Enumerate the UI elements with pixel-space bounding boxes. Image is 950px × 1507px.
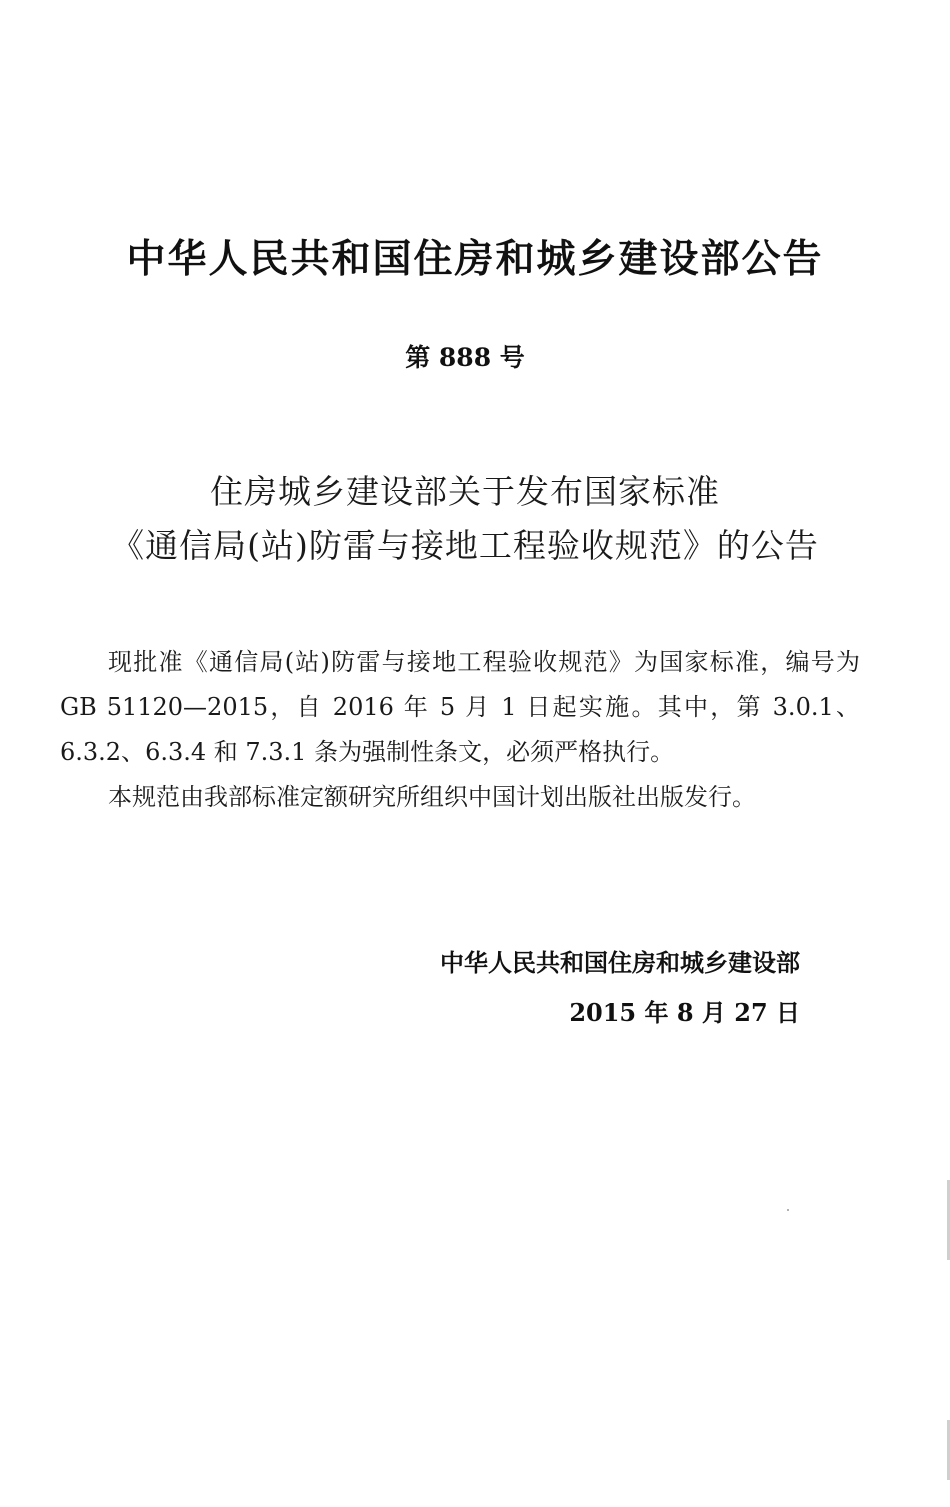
subject-line-1: 住房城乡建设部关于发布国家标准: [210, 472, 720, 511]
signatory: 中华人民共和国住房和城乡建设部: [440, 949, 800, 977]
scan-speck: [787, 1209, 789, 1211]
subject-line-2: 《通信局(站)防雷与接地工程验收规范》的公告: [111, 526, 819, 565]
body-paragraph-1: 现批准《通信局(站)防雷与接地工程验收规范》为国家标准，编号为 GB 51120—2015，自 2016 年 5 月 1 日起实施。其中，第 3.0.1、6.3.2、6.3.4 和 7.3.1 条为强制性条文，必须严格执行。: [60, 648, 860, 766]
body-paragraph-2-container: [60, 775, 860, 820]
issuer-title: 中华人民共和国住房和城乡建设部公告: [126, 237, 824, 282]
body-paragraph-1-container: [60, 640, 860, 775]
issue-date: 2015 年 8 月 27 日: [569, 998, 800, 1027]
body-paragraph-2: 本规范由我部标准定额研究所组织中国计划出版社出版发行。: [108, 783, 756, 811]
announcement-number: 第 888 号: [405, 343, 525, 372]
